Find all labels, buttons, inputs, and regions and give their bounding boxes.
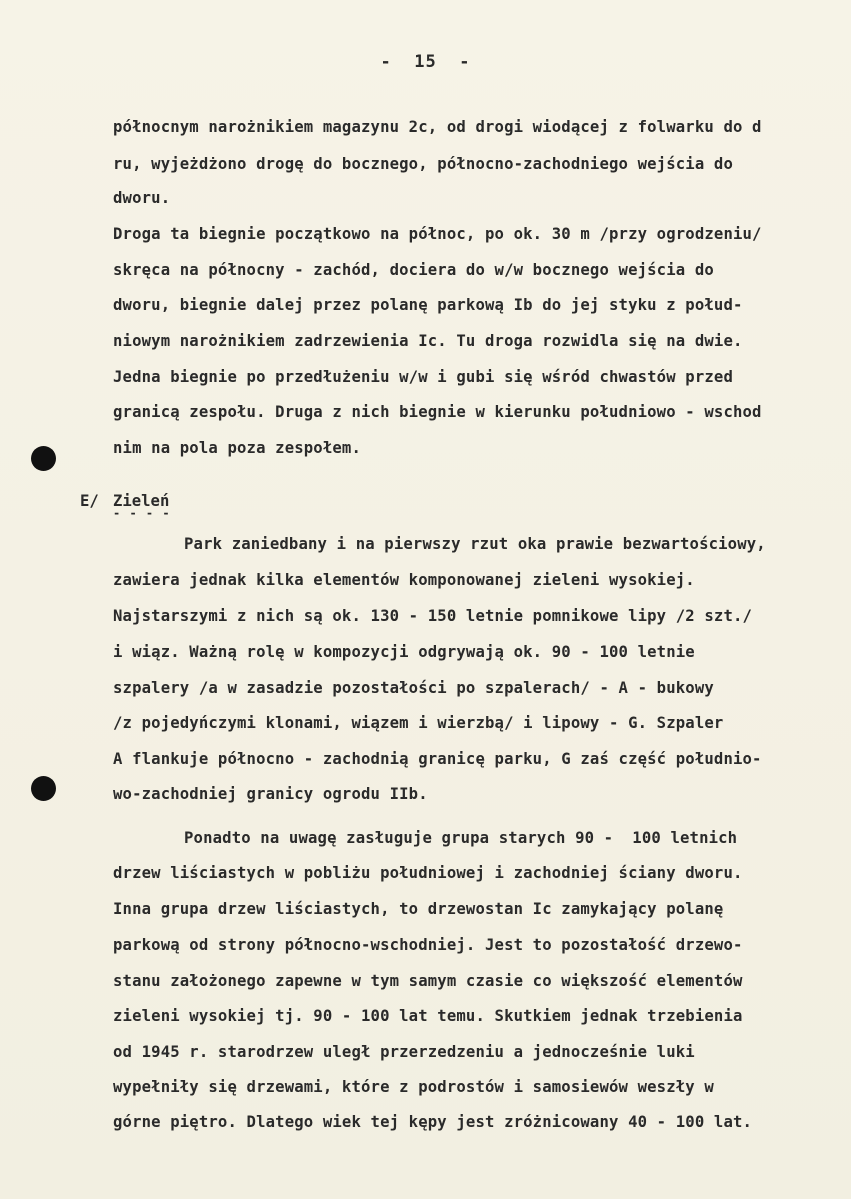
text-line: dworu, biegnie dalej przez polanę parkową Ib do jej styku z połud-	[113, 296, 743, 314]
text-line: i wiąz. Ważną rolę w kompozycji odgrywają ok. 90 - 100 letnie	[113, 643, 695, 661]
text-line: drzew liściastych w pobliżu południowej i zachodniej ściany dworu.	[113, 864, 743, 882]
text-line: ru, wyjeżdżono drogę do bocznego, północno-zachodniego wejścia do	[113, 155, 733, 173]
section-prefix: E/	[80, 492, 99, 510]
text-line: Inna grupa drzew liściastych, to drzewostan Ic zamykający polanę	[113, 900, 724, 918]
text-line: parkową od strony północno-wschodniej. Jest to pozostałość drzewo-	[113, 936, 743, 954]
text-line: Ponadto na uwagę zasługuje grupa starych 90 - 100 letnich	[184, 829, 738, 847]
punch-hole	[31, 776, 56, 801]
text-line: niowym narożnikiem zadrzewienia Ic. Tu droga rozwidla się na dwie.	[113, 332, 743, 350]
text-line: skręca na północny - zachód, dociera do w/w bocznego wejścia do	[113, 261, 714, 279]
text-line: zieleni wysokiej tj. 90 - 100 lat temu. Skutkiem jednak trzebienia	[113, 1007, 743, 1025]
text-line: od 1945 r. starodrzew uległ przerzedzeniu a jednocześnie luki	[113, 1043, 695, 1061]
text-line: /z pojedyńczymi klonami, wiązem i wierzbą/ i lipowy - G. Szpaler	[113, 714, 724, 732]
text-line: wypełniły się drzewami, które z podrostów i samosiewów weszły w	[113, 1078, 714, 1096]
text-line: zawiera jednak kilka elementów komponowanej zieleni wysokiej.	[113, 571, 695, 589]
text-line: północnym narożnikiem magazynu 2c, od drogi wiodącej z folwarku do d	[113, 118, 762, 136]
text-line: Najstarszymi z nich są ok. 130 - 150 letnie pomnikowe lipy /2 szt./	[113, 607, 753, 625]
text-line: nim na pola poza zespołem.	[113, 439, 361, 457]
text-line: górne piętro. Dlatego wiek tej kępy jest zróżnicowany 40 - 100 lat.	[113, 1113, 753, 1131]
text-line: szpalery /a w zasadzie pozostałości po szpalerach/ - A - bukowy	[113, 679, 714, 697]
punch-hole	[31, 446, 56, 471]
text-line: granicą zespołu. Druga z nich biegnie w kierunku południowo - wschod	[113, 403, 762, 421]
text-line: Droga ta biegnie początkowo na północ, po ok. 30 m /przy ogrodzeniu/	[113, 225, 762, 243]
text-line: Park zaniedbany i na pierwszy rzut oka prawie bezwartościowy,	[184, 535, 766, 553]
text-line: stanu założonego zapewne w tym samym czasie co większość elementów	[113, 972, 743, 990]
text-line: A flankuje północno - zachodnią granicę parku, G zaś część południo-	[113, 750, 762, 768]
text-line: Jedna biegnie po przedłużeniu w/w i gubi się wśród chwastów przed	[113, 368, 733, 386]
page-number: - 15 -	[380, 52, 471, 72]
text-line: dworu.	[113, 189, 171, 207]
section-title-underline: - - - -	[113, 506, 171, 520]
section-title: Zieleń	[113, 492, 170, 510]
text-line: wo-zachodniej granicy ogrodu IIb.	[113, 785, 428, 803]
